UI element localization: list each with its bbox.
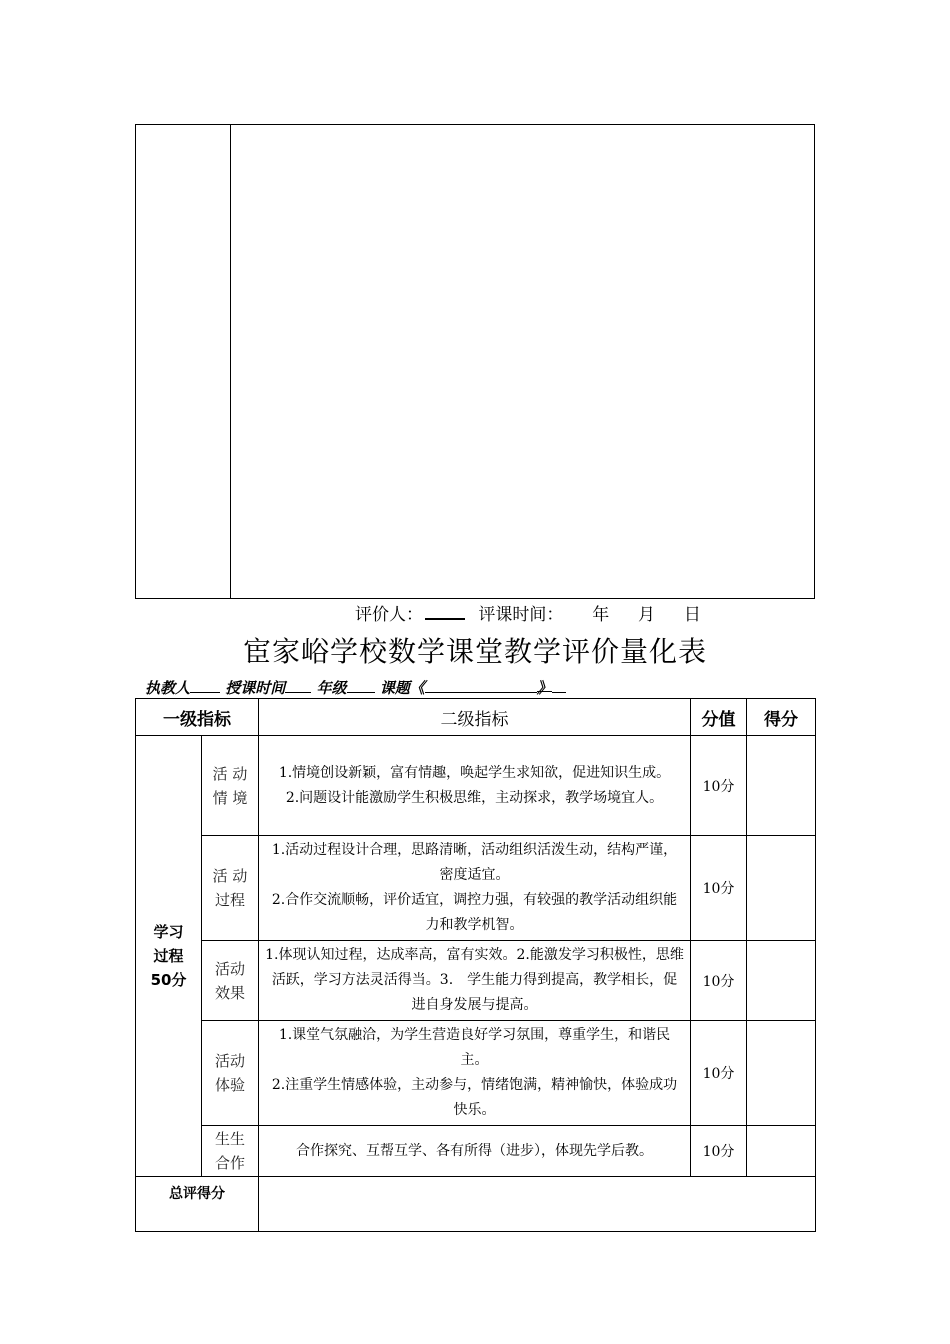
subcategory-line: 生生 bbox=[214, 1130, 245, 1148]
lesson-time-blank[interactable] bbox=[285, 678, 311, 693]
subcategory-line: 活 动 bbox=[212, 867, 248, 885]
score-input-cell[interactable] bbox=[747, 1126, 816, 1177]
score-input-cell[interactable] bbox=[747, 736, 816, 836]
category-cell bbox=[136, 736, 202, 1177]
points-cell: 10分 bbox=[691, 941, 747, 1021]
criteria-item: 1.情境创设新颖，富有情趣，唤起学生求知欲，促进知识生成。 bbox=[278, 764, 671, 781]
grade-label: 年级 bbox=[316, 679, 347, 697]
grade-blank[interactable] bbox=[347, 678, 375, 693]
topic-label: 课题《 bbox=[379, 679, 425, 697]
criteria-item: 2.注重学生情感体验，主动参与，情绪饱满，精神愉快，体验成功快乐。 bbox=[271, 1077, 678, 1118]
subcategory-line: 情 境 bbox=[212, 788, 248, 807]
comment-box-divider bbox=[230, 125, 231, 598]
points-cell: 10分 bbox=[691, 1126, 747, 1177]
table-row bbox=[136, 836, 816, 941]
evaluator-blank[interactable] bbox=[425, 604, 465, 620]
year-label: 年 bbox=[592, 605, 610, 625]
subcategory-line: 活动 bbox=[214, 959, 245, 978]
criteria-item: 1.体现认知过程，达成率高，富有实效。2.能激发学习积极性，思维活跃，学习方法灵活得当。3. 学生能力得到提高，教学相长，促进自身发展与提高。 bbox=[265, 947, 684, 1013]
subcategory-line: 体验 bbox=[214, 1076, 245, 1094]
subcategory-cell bbox=[202, 1126, 259, 1177]
category-line: 过程 bbox=[153, 947, 184, 965]
teacher-label: 执教人 bbox=[145, 679, 191, 697]
table-row bbox=[136, 941, 816, 1021]
topic-close: 》 bbox=[536, 679, 552, 697]
subcategory-line: 过程 bbox=[214, 891, 245, 909]
score-input-cell[interactable] bbox=[747, 1021, 816, 1126]
header-level1: 一级指标 bbox=[136, 699, 259, 736]
category-line: 50分 bbox=[150, 971, 187, 989]
criteria-cell bbox=[259, 941, 691, 1021]
evaluation-table bbox=[135, 698, 816, 1232]
total-row bbox=[136, 1177, 816, 1232]
criteria-item: 2.问题设计能激励学生积极思维，主动探求，教学场境宜人。 bbox=[285, 789, 664, 806]
page-title: 宦家峪学校数学课堂教学评价量化表 bbox=[242, 635, 707, 668]
info-line bbox=[145, 677, 566, 698]
subcategory-cell bbox=[202, 736, 259, 836]
subcategory-cell bbox=[202, 941, 259, 1021]
score-input-cell[interactable] bbox=[747, 941, 816, 1021]
criteria-item: 1.课堂气氛融洽，为学生营造良好学习氛围，尊重学生，和谐民主。 bbox=[278, 1027, 671, 1068]
evaluator-label: 评价人： bbox=[355, 605, 423, 625]
criteria-cell bbox=[259, 1021, 691, 1126]
points-cell: 10分 bbox=[691, 1021, 747, 1126]
evaluator-line bbox=[355, 600, 701, 625]
header-points: 分值 bbox=[691, 699, 747, 736]
criteria-item: 合作探究、互帮互学、各有所得（进步），体现先学后教。 bbox=[296, 1142, 653, 1159]
criteria-item: 2.合作交流顺畅，评价适宜，调控力强，有较强的教学活动组织能力和教学机智。 bbox=[271, 892, 678, 933]
criteria-cell bbox=[259, 736, 691, 836]
table-header-row bbox=[136, 699, 816, 736]
subcategory-cell bbox=[202, 836, 259, 941]
header-score: 得分 bbox=[747, 699, 816, 736]
subcategory-line: 合作 bbox=[214, 1154, 245, 1172]
day-label: 日 bbox=[683, 605, 701, 625]
teacher-blank[interactable] bbox=[190, 678, 220, 693]
points-cell: 10分 bbox=[691, 736, 747, 836]
points-cell: 10分 bbox=[691, 836, 747, 941]
total-score-input[interactable] bbox=[259, 1177, 816, 1232]
subcategory-cell bbox=[202, 1021, 259, 1126]
comment-box bbox=[135, 124, 815, 599]
criteria-cell bbox=[259, 836, 691, 941]
header-level2: 二级指标 bbox=[259, 699, 691, 736]
subcategory-line: 活动 bbox=[214, 1052, 245, 1070]
total-score-label: 总评得分 bbox=[136, 1177, 259, 1232]
subcategory-line: 活 动 bbox=[212, 764, 248, 783]
subcategory-line: 效果 bbox=[214, 983, 245, 1002]
table-row bbox=[136, 736, 816, 836]
category-line: 学习 bbox=[153, 923, 184, 941]
table-row bbox=[136, 1021, 816, 1126]
score-input-cell[interactable] bbox=[747, 836, 816, 941]
topic-blank[interactable] bbox=[425, 678, 537, 693]
criteria-cell bbox=[259, 1126, 691, 1177]
month-label: 月 bbox=[638, 605, 656, 625]
criteria-item: 1.活动过程设计合理，思路清晰，活动组织活泼生动，结构严谨，密度适宜。 bbox=[271, 842, 678, 883]
table-row bbox=[136, 1126, 816, 1177]
eval-time-label: 评课时间： bbox=[478, 605, 564, 625]
lesson-time-label: 授课时间 bbox=[225, 679, 286, 697]
